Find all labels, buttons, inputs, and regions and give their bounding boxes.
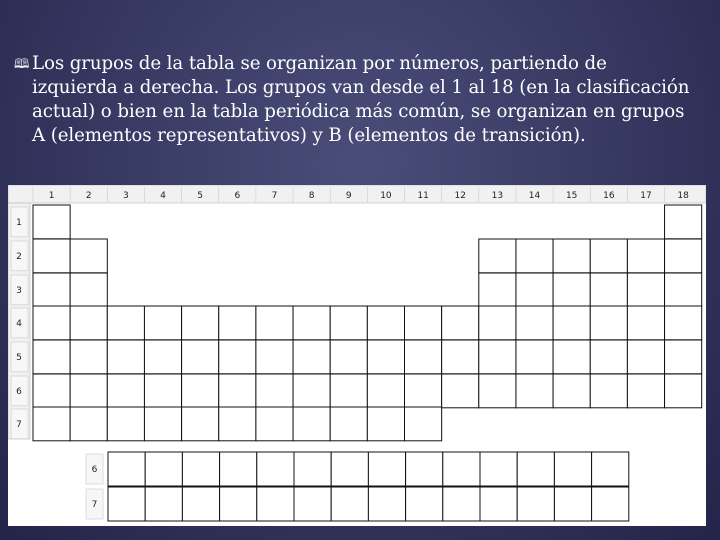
group-label: 7: [271, 191, 278, 201]
element-cell: [405, 374, 442, 408]
element-cell: [219, 407, 256, 441]
element-cell: [367, 407, 404, 441]
element-cell: [627, 340, 664, 374]
element-cell: [367, 374, 404, 408]
series-cell: [145, 487, 182, 521]
element-cell: [70, 340, 107, 374]
element-cell: [107, 407, 144, 441]
element-cell: [107, 340, 144, 374]
period-label: 6: [16, 386, 22, 397]
element-cell: [144, 306, 181, 340]
element-cell: [33, 306, 70, 340]
element-cell: [553, 273, 590, 307]
element-cell: [256, 306, 293, 340]
element-cell: [70, 239, 107, 273]
group-label: 17: [640, 191, 652, 201]
element-cell: [256, 407, 293, 441]
series-cell: [443, 487, 480, 521]
series-cell: [554, 452, 591, 486]
element-cell: [553, 340, 590, 374]
series-cell: [182, 452, 219, 486]
series-cell: [480, 487, 517, 521]
element-cell: [33, 340, 70, 374]
element-cell: [627, 374, 664, 408]
element-cell: [553, 374, 590, 408]
element-cell: [665, 205, 702, 239]
group-label: 2: [85, 191, 92, 201]
series-cell: [257, 487, 294, 521]
element-cell: [516, 340, 553, 374]
element-cell: [665, 340, 702, 374]
series-cell: [294, 452, 331, 486]
series-cell: [517, 452, 554, 486]
group-label: 13: [491, 191, 504, 201]
element-cell: [405, 407, 442, 441]
element-cell: [665, 273, 702, 307]
element-cell: [479, 306, 516, 340]
group-label: 4: [160, 191, 166, 201]
element-cell: [293, 407, 330, 441]
element-cell: [293, 374, 330, 408]
series-cell: [108, 487, 145, 521]
period-label: 7: [16, 419, 22, 430]
series-cell: [554, 487, 591, 521]
periodic-table-grid: [8, 185, 706, 526]
group-label: 12: [454, 191, 466, 201]
series-cell: [331, 487, 368, 521]
period-label: 3: [16, 285, 22, 296]
series-cell: [368, 487, 405, 521]
element-cell: [144, 340, 181, 374]
series-cell: [517, 487, 554, 521]
element-cell: [516, 306, 553, 340]
element-cell: [330, 340, 367, 374]
element-cell: [479, 239, 516, 273]
series-label: 6: [91, 465, 98, 475]
element-cell: [590, 306, 627, 340]
element-cell: [330, 374, 367, 408]
element-cell: [590, 374, 627, 408]
element-cell: [627, 306, 664, 340]
series-cell: [406, 452, 443, 486]
series-cell: [108, 452, 145, 486]
group-label: 16: [603, 191, 615, 201]
element-cell: [479, 374, 516, 408]
series-cell: [592, 452, 629, 486]
period-label: 4: [16, 318, 22, 329]
group-header-strip: [8, 185, 706, 203]
element-cell: [293, 306, 330, 340]
element-cell: [33, 205, 70, 239]
series-cell: [145, 452, 182, 486]
element-cell: [107, 374, 144, 408]
element-cell: [627, 239, 664, 273]
element-cell: [367, 306, 404, 340]
period-label: 5: [16, 352, 22, 363]
series-cell: [220, 487, 257, 521]
element-cell: [590, 340, 627, 374]
element-cell: [70, 306, 107, 340]
series-cell: [220, 452, 257, 486]
element-cell: [405, 340, 442, 374]
group-label: 18: [677, 191, 689, 201]
element-cell: [516, 239, 553, 273]
group-label: 9: [345, 191, 352, 201]
element-cell: [144, 374, 181, 408]
series-cell: [257, 452, 294, 486]
element-cell: [330, 407, 367, 441]
element-cell: [405, 306, 442, 340]
group-label: 3: [123, 191, 129, 201]
element-cell: [70, 273, 107, 307]
series-label: 7: [91, 500, 98, 510]
element-cell: [70, 407, 107, 441]
element-cell: [516, 273, 553, 307]
element-cell: [219, 374, 256, 408]
group-label: 6: [234, 191, 241, 201]
series-cell: [182, 487, 219, 521]
element-cell: [479, 340, 516, 374]
element-cell: [70, 374, 107, 408]
element-cell: [293, 340, 330, 374]
element-cell: [442, 374, 479, 408]
series-cell: [331, 452, 368, 486]
element-cell: [219, 340, 256, 374]
element-cell: [627, 273, 664, 307]
element-cell: [182, 340, 219, 374]
group-label: 5: [197, 191, 204, 201]
element-cell: [553, 239, 590, 273]
element-cell: [182, 407, 219, 441]
element-cell: [144, 407, 181, 441]
element-cell: [442, 306, 479, 340]
group-label: 10: [380, 191, 392, 201]
series-cell: [592, 487, 629, 521]
element-cell: [553, 306, 590, 340]
element-cell: [665, 374, 702, 408]
group-label: 15: [565, 191, 578, 201]
element-cell: [107, 306, 144, 340]
periodic-table-blank: [8, 185, 706, 526]
element-cell: [182, 306, 219, 340]
element-cell: [479, 273, 516, 307]
element-cell: [256, 340, 293, 374]
series-cell: [480, 452, 517, 486]
element-cell: [219, 306, 256, 340]
element-cell: [182, 374, 219, 408]
element-cell: [33, 239, 70, 273]
series-cell: [368, 452, 405, 486]
element-cell: [33, 273, 70, 307]
series-cell: [443, 452, 480, 486]
group-label: 14: [528, 191, 541, 201]
group-label: 11: [417, 191, 429, 201]
period-label: 1: [16, 217, 22, 228]
element-cell: [590, 239, 627, 273]
group-label: 1: [48, 191, 55, 201]
element-cell: [516, 374, 553, 408]
series-cell: [406, 487, 443, 521]
open-book-icon: 🕮: [14, 57, 30, 72]
group-label: 8: [308, 191, 315, 201]
element-cell: [33, 374, 70, 408]
series-cell: [294, 487, 331, 521]
element-cell: [367, 340, 404, 374]
element-cell: [256, 374, 293, 408]
element-cell: [442, 340, 479, 374]
element-cell: [665, 239, 702, 273]
bullet-paragraph: Los grupos de la tabla se organizan por números, partiendo de izquierda a derecha. Los grupos van desde el 1 al 18 (en la clasificación actual) o bien en la tabla periódica más común, se organizan en grupos A (elementos representativos) y B (elementos de transición).: [32, 53, 690, 146]
period-label: 2: [16, 251, 22, 262]
element-cell: [33, 407, 70, 441]
element-cell: [590, 273, 627, 307]
element-cell: [330, 306, 367, 340]
element-cell: [665, 306, 702, 340]
